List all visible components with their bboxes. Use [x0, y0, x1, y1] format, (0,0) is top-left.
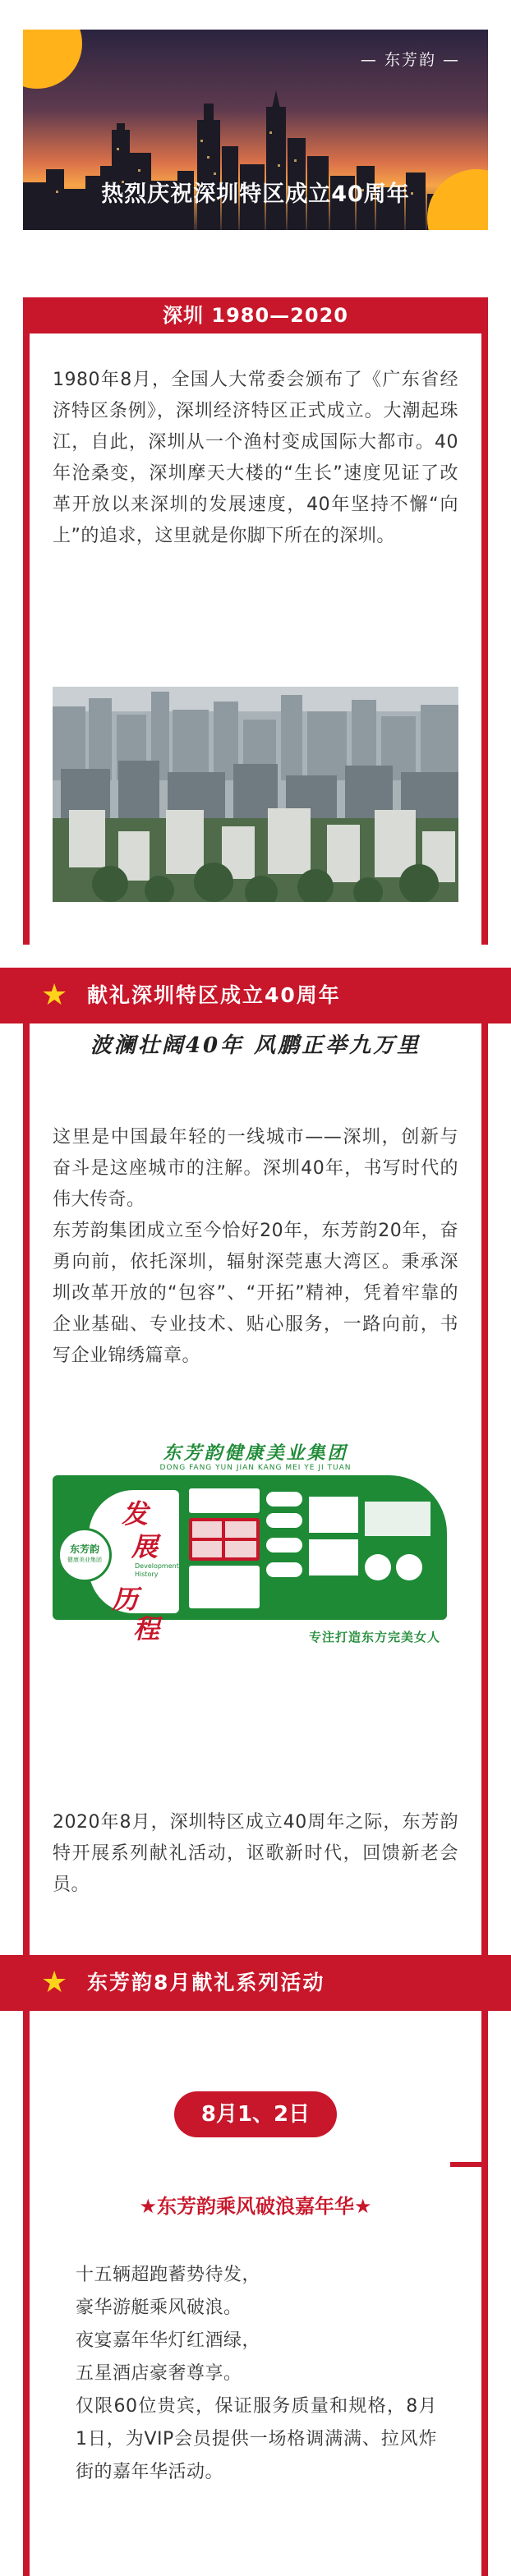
event-line: 夜宴嘉年华灯红酒绿，	[76, 2330, 261, 2351]
company-paragraph: 东芳韵集团成立至今恰好20年，东芳韵20年，奋勇向前，依托深圳，辐射深莞惠大湾区。秉承深圳改革开放的“包容”、“开拓”精神，凭着牢靠的企业基础、专业技术、贴心服务，一路向前，书写企业锦绣篇章。	[53, 1221, 458, 1366]
wall-slogan: 专注打造东方完美女人	[308, 1630, 440, 1644]
big-char-4: 程	[133, 1613, 160, 1644]
logo-badge	[58, 1528, 112, 1582]
event-line: 仅限60位贵宾，保证服务质量和规格，8月1日，为VIP会员提供一场格调满满、拉风炸街的嘉年华活动。	[76, 2396, 437, 2482]
star-icon: ★	[41, 978, 68, 1012]
event-line: 五星酒店豪奢尊享。	[76, 2363, 242, 2384]
event-description	[76, 2259, 437, 2489]
section-title: 东芳韵8月献礼系列活动	[87, 1971, 325, 1994]
intro-paragraph: 1980年8月，全国人大常委会颁布了《广东省经济特区条例》，深圳经济特区正式成立。大潮起珠江，自此，深圳从一个渔村变成国际大都市。40年沧桑变，深圳摩天大楼的“生长”速度见证了改革开放以来深圳的发展速度，40年坚持不懈“向上”的追求，这里就是你脚下所在的深圳。	[53, 370, 458, 546]
wall-company-pinyin: DONG FANG YUN JIAN KANG MEI YE JI TUAN	[159, 1464, 352, 1472]
section-header-activities	[0, 1955, 511, 2011]
city-paragraph: 这里是中国最年轻的一线城市——深圳，创新与奋斗是这座城市的注解。深圳40年，书写时代的伟大传奇。	[53, 1127, 458, 1210]
wall-timeline-panels	[189, 1488, 439, 1612]
big-char-1: 发	[122, 1498, 149, 1530]
section-title: 献礼深圳特区成立40周年	[87, 983, 341, 1007]
development-history-label: Development History	[135, 1562, 179, 1578]
decorative-circle	[23, 30, 82, 89]
calligraphy-slogan: 波澜壮阔40年 风鹏正举九万里	[90, 1033, 421, 1058]
section-header-tribute	[0, 968, 511, 1024]
event-title: ★东芳韵乘风破浪嘉年华★	[139, 2195, 372, 2218]
logo-text: 东芳韵	[69, 1543, 99, 1555]
period-banner: 深圳 1980—2020	[23, 297, 488, 334]
shenzhen-city-photo	[53, 687, 458, 902]
brand-label: — 东芳韵 —	[360, 51, 460, 69]
hero-banner	[23, 30, 488, 230]
star-icon: ★	[41, 1966, 68, 1999]
event-line: 豪华游艇乘风破浪。	[76, 2298, 242, 2318]
event-date-badge: 8月1、2日	[174, 2091, 337, 2137]
hero-title: 热烈庆祝深圳特区成立40周年	[101, 182, 410, 207]
city-skyline-illustration	[23, 90, 488, 230]
event-line: 十五辆超跑蓄势待发，	[76, 2265, 261, 2285]
big-char-2: 展	[131, 1531, 159, 1562]
development-history-wall	[53, 1439, 458, 1653]
big-char-3: 历	[112, 1584, 139, 1615]
logo-subtext: 健康美业集团	[67, 1557, 102, 1563]
wall-company-name: 东芳韵健康美业集团	[163, 1443, 348, 1464]
activity-intro-paragraph: 2020年8月，深圳特区成立40周年之际，东芳韵特开展系列献礼活动，讴歌新时代，回馈新老会员。	[53, 1812, 458, 1895]
